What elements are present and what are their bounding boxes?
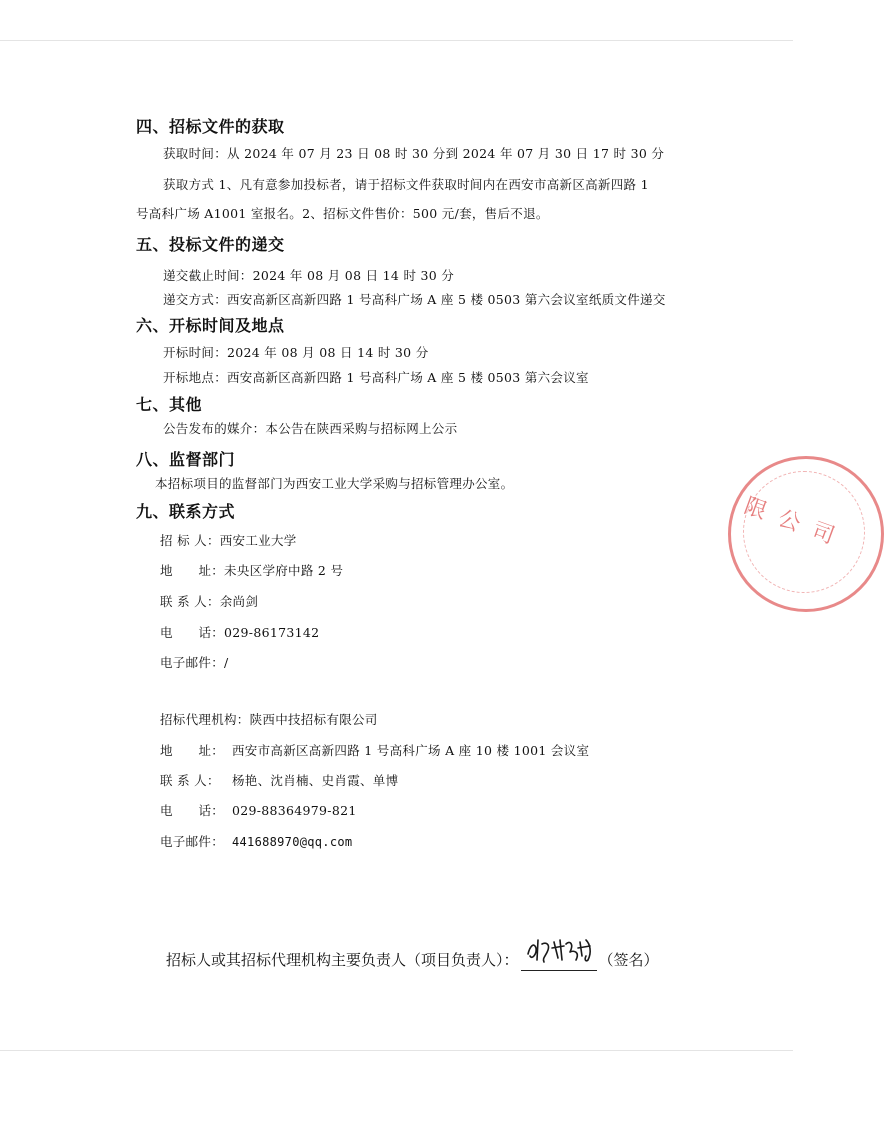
- buyer-contact-label: 联 系 人：: [160, 594, 220, 609]
- acquire-time-label: 获取时间：: [163, 146, 228, 161]
- submit-deadline: 递交截止时间：2024 年 08 月 08 日 14 时 30 分: [163, 268, 455, 283]
- agent-name: [160, 712, 378, 728]
- agent-phone-value: 029-88364979-821: [232, 803, 357, 818]
- signature-line: [521, 952, 597, 971]
- buyer-name-value: 西安工业大学: [219, 533, 297, 548]
- agent-name-label: 招标代理机构：: [160, 712, 250, 727]
- section-5-heading: 五、投标文件的递交: [136, 235, 285, 254]
- section-9-heading: 九、联系方式: [136, 502, 236, 521]
- agent-phone: [160, 803, 357, 819]
- acquire-time: [163, 146, 664, 162]
- section-8-heading: 八、监督部门: [136, 450, 236, 469]
- buyer-address-label: 地 址：: [160, 563, 225, 578]
- buyer-name: [160, 533, 297, 549]
- agent-contact-value: 杨艳、沈肖楠、史肖霞、单博: [232, 773, 399, 788]
- buyer-contact: [160, 594, 258, 610]
- agent-address: [160, 743, 589, 759]
- buyer-name-label: 招 标 人：: [160, 533, 220, 548]
- section-6-heading: 六、开标时间及地点: [136, 316, 285, 335]
- agent-email-label: 电子邮件：: [160, 834, 225, 849]
- buyer-email: [160, 655, 229, 671]
- opening-time: 开标时间：2024 年 08 月 08 日 14 时 30 分: [163, 345, 429, 360]
- acquire-method-line2: 号高科广场 A1001 室报名。2、招标文件售价：500 元/套，售后不退。: [136, 206, 549, 221]
- buyer-contact-value: 余尚剑: [219, 594, 259, 609]
- agent-address-label: 地 址：: [160, 743, 225, 758]
- buyer-address-value: 未央区学府中路 2 号: [224, 563, 344, 578]
- signature-suffix: （签名）: [598, 951, 659, 969]
- agent-address-value: 西安市高新区高新四路 1 号高科广场 A 座 10 楼 1001 会议室: [232, 743, 590, 758]
- buyer-address: [160, 563, 343, 579]
- opening-place: 开标地点：西安高新区高新四路 1 号高科广场 A 座 5 楼 0503 第六会议室: [163, 370, 589, 385]
- agent-name-value: 陕西中技招标有限公司: [249, 712, 378, 727]
- buyer-email-value: /: [224, 655, 229, 670]
- section-7-heading: 七、其他: [136, 395, 203, 414]
- agent-contact: [160, 773, 398, 789]
- signature-prefix: 招标人或其招标代理机构主要负责人（项目负责人）：: [166, 951, 519, 969]
- buyer-email-label: 电子邮件：: [160, 655, 225, 670]
- company-seal: [728, 456, 884, 612]
- section-4-heading: 四、招标文件的获取: [136, 117, 285, 136]
- agent-email: [160, 834, 352, 850]
- supervision-text: 本招标项目的监督部门为西安工业大学采购与招标管理办公室。: [155, 476, 514, 491]
- agent-contact-label: 联 系 人：: [160, 773, 220, 788]
- handwritten-signature: [524, 934, 596, 968]
- acquire-time-value: 从 2024 年 07 月 23 日 08 时 30 分到 2024 年 07 月 30 日 17 时 30 分: [227, 146, 665, 161]
- buyer-phone-label: 电 话：: [160, 625, 225, 640]
- submit-method: 递交方式：西安高新区高新四路 1 号高科广场 A 座 5 楼 0503 第六会议室纸质文件递交: [163, 292, 666, 307]
- buyer-phone: [160, 625, 319, 641]
- acquire-method-line1: 获取方式 1、凡有意参加投标者，请于招标文件获取时间内在西安市高新区高新四路 1: [163, 177, 649, 192]
- agent-phone-label: 电 话：: [160, 803, 225, 818]
- seal-text: 限公司: [740, 493, 851, 555]
- buyer-phone-value: 029-86173142: [224, 625, 320, 640]
- publish-media: 公告发布的媒介：本公告在陕西采购与招标网上公示: [163, 421, 458, 436]
- signature-row: [166, 949, 659, 971]
- agent-email-value: 441688970@qq.com: [232, 835, 353, 849]
